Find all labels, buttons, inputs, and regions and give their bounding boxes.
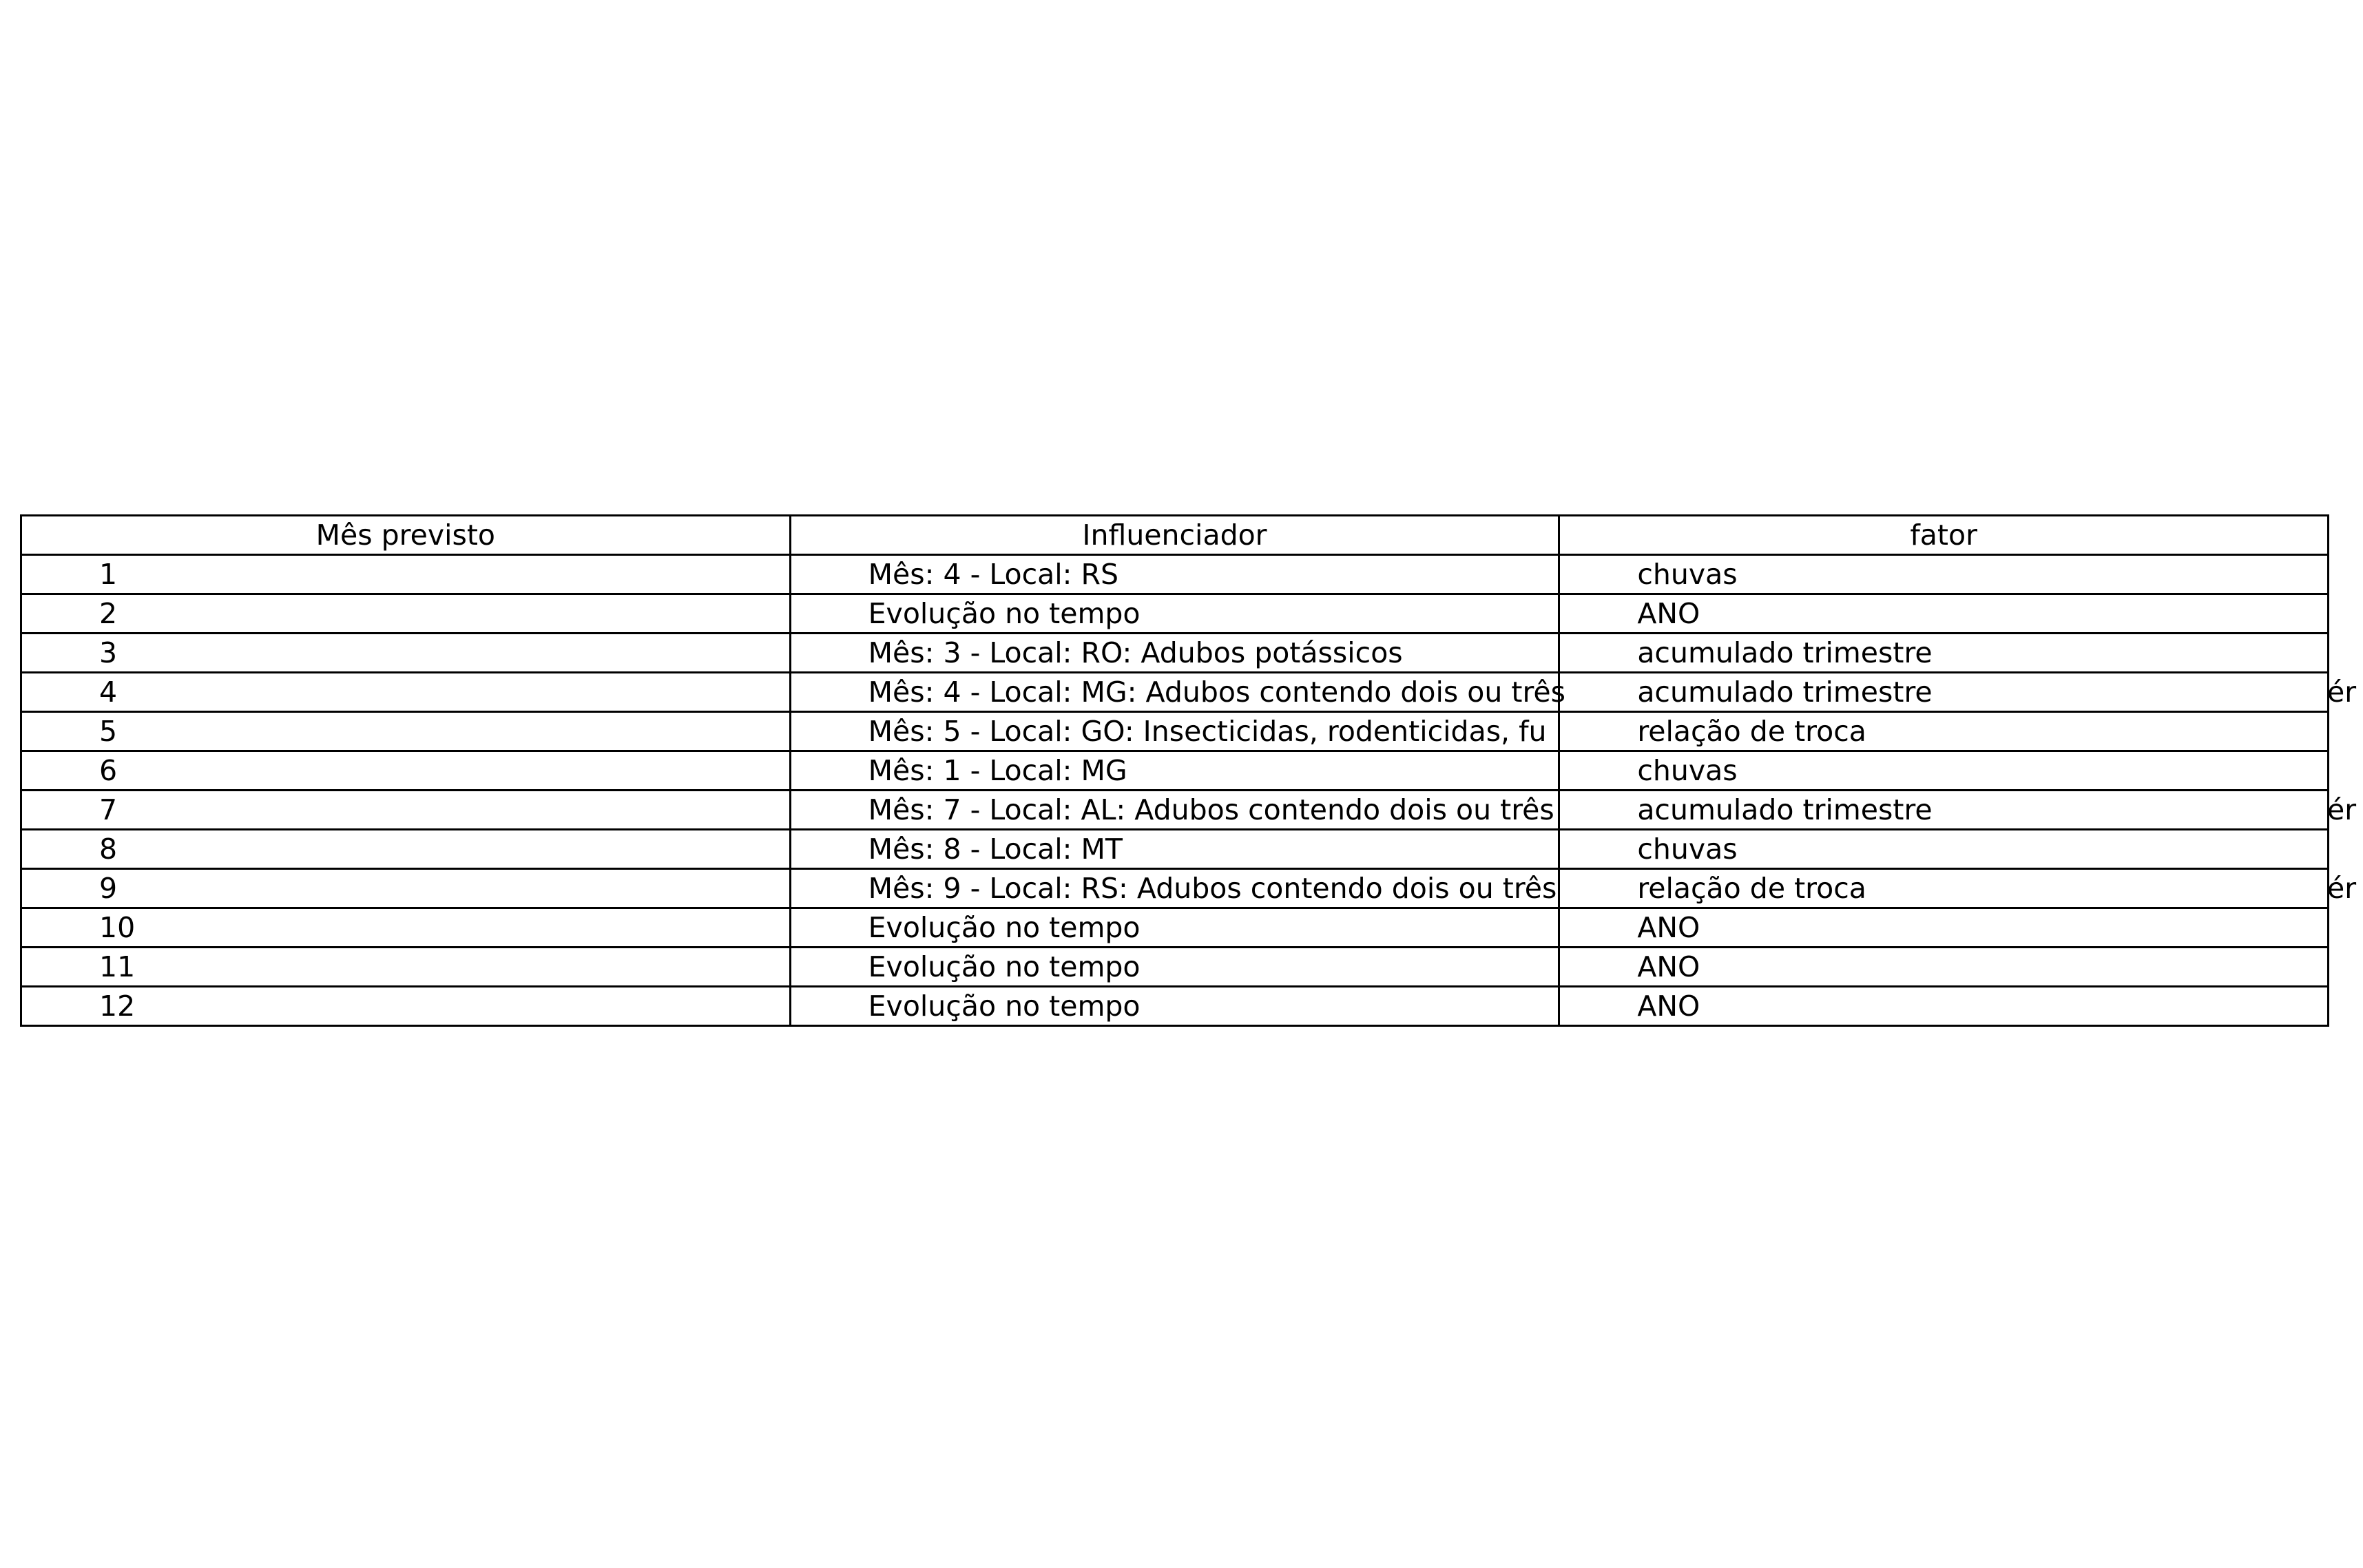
cell-mes-previsto-text: 11 bbox=[99, 950, 136, 983]
cell-mes-previsto bbox=[21, 594, 791, 634]
table-row bbox=[21, 987, 2329, 1026]
cell-fator bbox=[1559, 712, 2329, 751]
cell-influenciador bbox=[790, 830, 1559, 869]
table-row bbox=[21, 751, 2329, 791]
cell-influenciador-text: Mês: 4 - Local: RS bbox=[868, 558, 1119, 591]
cell-fator-text: acumulado trimestre bbox=[1637, 636, 1933, 669]
column-header-mes-previsto: Mês previsto bbox=[21, 516, 791, 555]
cell-influenciador-text: Evolução no tempo bbox=[868, 911, 1141, 944]
data-table bbox=[20, 514, 2357, 1027]
cell-influenciador bbox=[790, 634, 1559, 673]
cell-mes-previsto-text: 5 bbox=[99, 715, 118, 748]
cell-influenciador bbox=[790, 555, 1559, 594]
table-row bbox=[21, 555, 2329, 594]
cell-fator bbox=[1559, 555, 2329, 594]
cell-influenciador-text: Mês: 7 - Local: AL: Adubos contendo dois ou três bbox=[868, 793, 1554, 826]
column-header-fator: fator bbox=[1559, 516, 2329, 555]
cell-fator bbox=[1559, 830, 2329, 869]
cell-mes-previsto bbox=[21, 751, 791, 791]
cell-mes-previsto bbox=[21, 712, 791, 751]
table-row bbox=[21, 948, 2329, 987]
cell-influenciador-text: Evolução no tempo bbox=[868, 597, 1141, 630]
cell-mes-previsto bbox=[21, 948, 791, 987]
cell-mes-previsto-text: 12 bbox=[99, 990, 136, 1023]
cell-mes-previsto bbox=[21, 869, 791, 908]
cell-mes-previsto bbox=[21, 830, 791, 869]
cell-mes-previsto bbox=[21, 634, 791, 673]
cell-influenciador bbox=[790, 791, 1559, 830]
cell-fator bbox=[1559, 751, 2329, 791]
overflow-text-tail: ér bbox=[2326, 676, 2357, 709]
cell-mes-previsto-text: 7 bbox=[99, 793, 118, 826]
overflow-text-tail: ér bbox=[2326, 793, 2357, 826]
table-row bbox=[21, 712, 2329, 751]
cell-influenciador bbox=[790, 908, 1559, 948]
table-row bbox=[21, 634, 2329, 673]
cell-fator bbox=[1559, 791, 2357, 830]
cell-mes-previsto-text: 2 bbox=[99, 597, 118, 630]
cell-fator-text: chuvas bbox=[1637, 558, 1738, 591]
cell-influenciador-text: Mês: 3 - Local: RO: Adubos potássicos bbox=[868, 636, 1403, 669]
table-row bbox=[21, 791, 2329, 830]
cell-mes-previsto-text: 4 bbox=[99, 676, 118, 709]
cell-fator bbox=[1559, 673, 2357, 712]
column-header-influenciador: Influenciador bbox=[790, 516, 1559, 555]
cell-fator bbox=[1559, 634, 2329, 673]
cell-fator-text: acumulado trimestre bbox=[1637, 676, 1933, 709]
cell-mes-previsto bbox=[21, 908, 791, 948]
table-row bbox=[21, 908, 2329, 948]
table-header-row bbox=[21, 516, 2329, 555]
cell-influenciador-text: Mês: 8 - Local: MT bbox=[868, 833, 1123, 866]
cell-mes-previsto bbox=[21, 555, 791, 594]
cell-fator-text: ANO bbox=[1637, 950, 1700, 983]
cell-fator-text: relação de troca bbox=[1637, 715, 1866, 748]
cell-influenciador bbox=[790, 751, 1559, 791]
cell-influenciador bbox=[790, 594, 1559, 634]
cell-fator-text: chuvas bbox=[1637, 833, 1738, 866]
cell-influenciador-text: Evolução no tempo bbox=[868, 950, 1141, 983]
cell-mes-previsto-text: 10 bbox=[99, 911, 136, 944]
cell-fator bbox=[1559, 987, 2329, 1026]
cell-fator bbox=[1559, 594, 2329, 634]
overflow-text-tail: ér bbox=[2326, 872, 2357, 905]
cell-mes-previsto bbox=[21, 791, 791, 830]
cell-influenciador-text: Mês: 4 - Local: MG: Adubos contendo dois ou três bbox=[868, 676, 1566, 709]
cell-fator-text: relação de troca bbox=[1637, 872, 1866, 905]
cell-influenciador bbox=[790, 673, 1566, 712]
cell-influenciador bbox=[790, 987, 1559, 1026]
cell-mes-previsto-text: 8 bbox=[99, 833, 118, 866]
cell-influenciador-text: Mês: 1 - Local: MG bbox=[868, 754, 1127, 787]
cell-influenciador-text: Mês: 9 - Local: RS: Adubos contendo dois ou três bbox=[868, 872, 1557, 905]
cell-influenciador bbox=[790, 712, 1559, 751]
cell-fator-text: ANO bbox=[1637, 597, 1700, 630]
cell-mes-previsto-text: 3 bbox=[99, 636, 118, 669]
cell-influenciador-text: Mês: 5 - Local: GO: Insecticidas, rodenticidas, fu bbox=[868, 715, 1547, 748]
cell-fator bbox=[1559, 869, 2357, 908]
cell-mes-previsto-text: 9 bbox=[99, 872, 118, 905]
cell-fator bbox=[1559, 908, 2329, 948]
cell-influenciador bbox=[790, 869, 1559, 908]
cell-fator-text: ANO bbox=[1637, 990, 1700, 1023]
cell-fator bbox=[1559, 948, 2329, 987]
table-row bbox=[21, 869, 2329, 908]
data-table-container bbox=[20, 514, 2357, 1027]
cell-influenciador-text: Evolução no tempo bbox=[868, 990, 1141, 1023]
cell-mes-previsto bbox=[21, 673, 791, 712]
cell-mes-previsto-text: 1 bbox=[99, 558, 118, 591]
cell-fator-text: acumulado trimestre bbox=[1637, 793, 1933, 826]
table-row bbox=[21, 673, 2329, 712]
cell-mes-previsto-text: 6 bbox=[99, 754, 118, 787]
table-row bbox=[21, 594, 2329, 634]
cell-fator-text: chuvas bbox=[1637, 754, 1738, 787]
cell-influenciador bbox=[790, 948, 1559, 987]
table-row bbox=[21, 830, 2329, 869]
cell-fator-text: ANO bbox=[1637, 911, 1700, 944]
cell-mes-previsto bbox=[21, 987, 791, 1026]
